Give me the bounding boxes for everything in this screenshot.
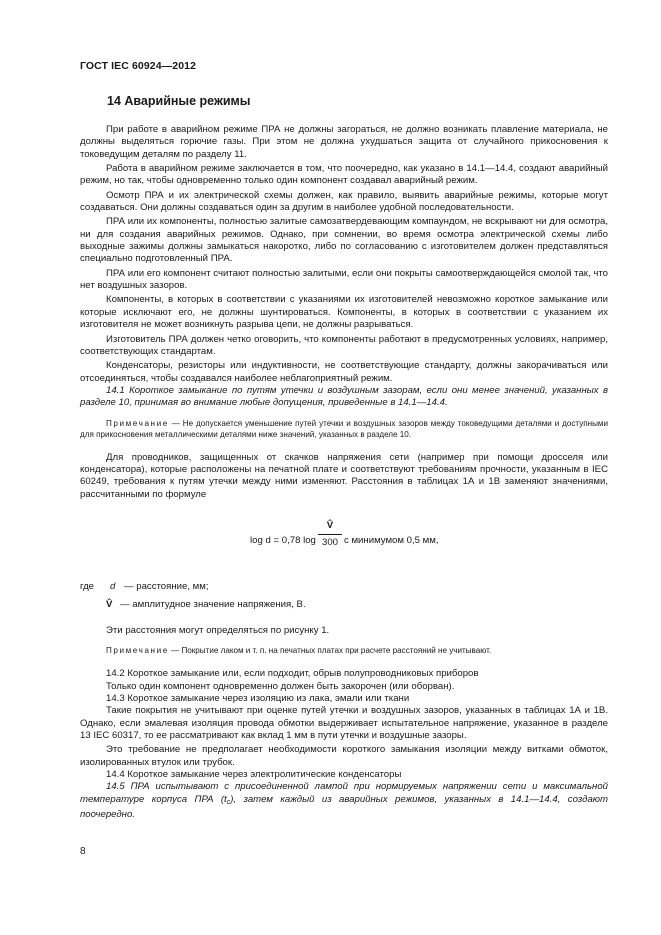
formula: [80, 519, 608, 565]
paragraph: Это требование не предполагает необходимости короткого замыкания изоляции между витками обмоток, изолированных втулок или трубок.: [80, 744, 608, 768]
note-label: Примечание: [106, 646, 169, 656]
paragraph: Такие покрытия не учитывают при оценке путей утечки и воздушных зазоров, указанных в таблицах 1А и 1В. Однако, если эмалевая изоляция провода обмотки выдерживает испытательное напряжение, указанное в разделе 13 IEC 60317, то ее рассматривают как вклад 1 мм в пути утечки и воздушные зазоры.: [80, 705, 608, 741]
paragraph: ПРА или его компонент считают полностью залитыми, если они покрыты самоотверждающейся смолой так, что нет воздушных зазоров.: [80, 267, 608, 292]
formula-denominator: 300: [321, 536, 338, 548]
paragraph: При работе в аварийном режиме ПРА не должны загораться, не должно возникать плавление материала, не должны выделяться горючие газы. При этом не должна ухудшаться защита от случайного прикосновения к токоведущим деталям по разделу 11.: [80, 124, 608, 160]
definition-row: [80, 581, 608, 599]
formula-rhs: с минимумом 0,5 мм,: [344, 534, 439, 546]
document-header: ГОСТ IEC 60924—2012: [80, 60, 197, 72]
clause-14-5: [80, 781, 608, 821]
definitions: [80, 581, 608, 617]
section-title: 14 Аварийные режимы: [107, 94, 251, 108]
definition-text: — амплитудное значение напряжения, В.: [120, 598, 306, 610]
paragraph: Осмотр ПРА и их электрической схемы должен, как правило, выявить аварийные режимы, которые могут создаваться. Они должны создаваться один за другим в наиболее удобной последовательности.: [80, 189, 608, 214]
note: [80, 418, 608, 440]
where-label: где: [80, 580, 95, 592]
definition-symbol: d: [110, 580, 116, 592]
paragraph: Работа в аварийном режиме заключается в том, что поочередно, как указано в 14.1—14.4, создают аварийный режим, но так, чтобы одновременно только один компонент создавал аварийный режим.: [80, 163, 608, 187]
note: [80, 645, 608, 656]
clause-14-3: 14.3 Короткое замыкание через изоляцию из лака, эмали или ткани: [106, 692, 410, 704]
page-number: 8: [80, 846, 86, 857]
subscript: c: [226, 798, 231, 806]
formula-numerator: V̂: [326, 519, 334, 531]
clause-14-4: 14.4 Короткое замыкание через электролитические конденсаторы: [106, 769, 402, 781]
paragraph: Для проводников, защищенных от скачков напряжения сети (например при помощи дросселя или конденсатора), которые расположены на печатной плате и соответствуют требованиям прочности, указанным в IEC 60249, требования к путям утечки между ними изменяют. Расстояния в таблицах 1А и 1В заменяют значениями, рассчитанными по формуле: [80, 451, 608, 500]
clause-14-1: 14.1 Короткое замыкание по путям утечки и воздушным зазорам, если они менее значений, указанных в разделе 10, принимая во внимание любые допущения, приведенные в 14.1—14.4.: [80, 384, 608, 409]
paragraph: Только один компонент одновременно должен быть закорочен (или оборван).: [106, 680, 455, 692]
clause-14-2: 14.2 Короткое замыкание или, если подходит, обрыв полупроводниковых приборов: [106, 668, 479, 680]
paragraph: Изготовитель ПРА должен четко оговорить, что компоненты работают в предусмотренных условиях, например, соответствующих стандартам.: [80, 333, 608, 357]
paragraph: Компоненты, в которых в соответствии с указаниями их изготовителей невозможно короткое замыкание или которые исключают его, не должны шунтироваться. Компоненты, в которых в соответствии с указанием их изготовителя не может возникнуть разрыва цепи, не должны разрываться.: [80, 294, 608, 331]
formula-fraction: [318, 519, 342, 549]
note-label: Примечание: [106, 418, 169, 428]
paragraph: Конденсаторы, резисторы или индуктивности, не соответствующие стандарту, должны закорачиваться или отсоединяться, чтобы создавался наиболее неблагоприятный режим.: [80, 360, 608, 384]
definition-row: [80, 599, 608, 617]
definition-symbol: V̂: [106, 598, 113, 610]
clause-14-5-text: ), затем каждый из аварийных режимов, указанных в 14.1—14.4, создают поочередно.: [80, 793, 608, 821]
definition-text: — расстояние, мм;: [124, 580, 209, 592]
document-body: [80, 124, 608, 821]
note-text: — Не допускается уменьшение путей утечки и воздушных зазоров между токоведущими деталями и доступными для прикосновения металлическими деталями ниже значений, указанных в разделе 10.: [80, 418, 608, 439]
fraction-bar: [318, 534, 342, 535]
note-text: — Покрытие лаком и т. п. на печатных платах при расчете расстояний не учитывают.: [168, 646, 492, 656]
formula-lhs: log d = 0,78 log: [250, 534, 316, 546]
paragraph: Эти расстояния могут определяться по рисунку 1.: [106, 624, 330, 636]
paragraph: ПРА или их компоненты, полностью залитые самозатвердевающим компаундом, не вскрывают ни для осмотра, ни для создания аварийных режимов. Однако, при сомнении, во время осмотра электрической схемы либо выходные зажимы должны замыкаться накоротко, либо по согласованию с изготовителем должен представляться специально подготовленный ПРА.: [80, 216, 608, 265]
clause-14-5-text: 14.5 ПРА испытывают с присоединенной лампой при нормируемых напряжении сети и максимальной температуре корпуса ПРА (t: [80, 781, 608, 805]
